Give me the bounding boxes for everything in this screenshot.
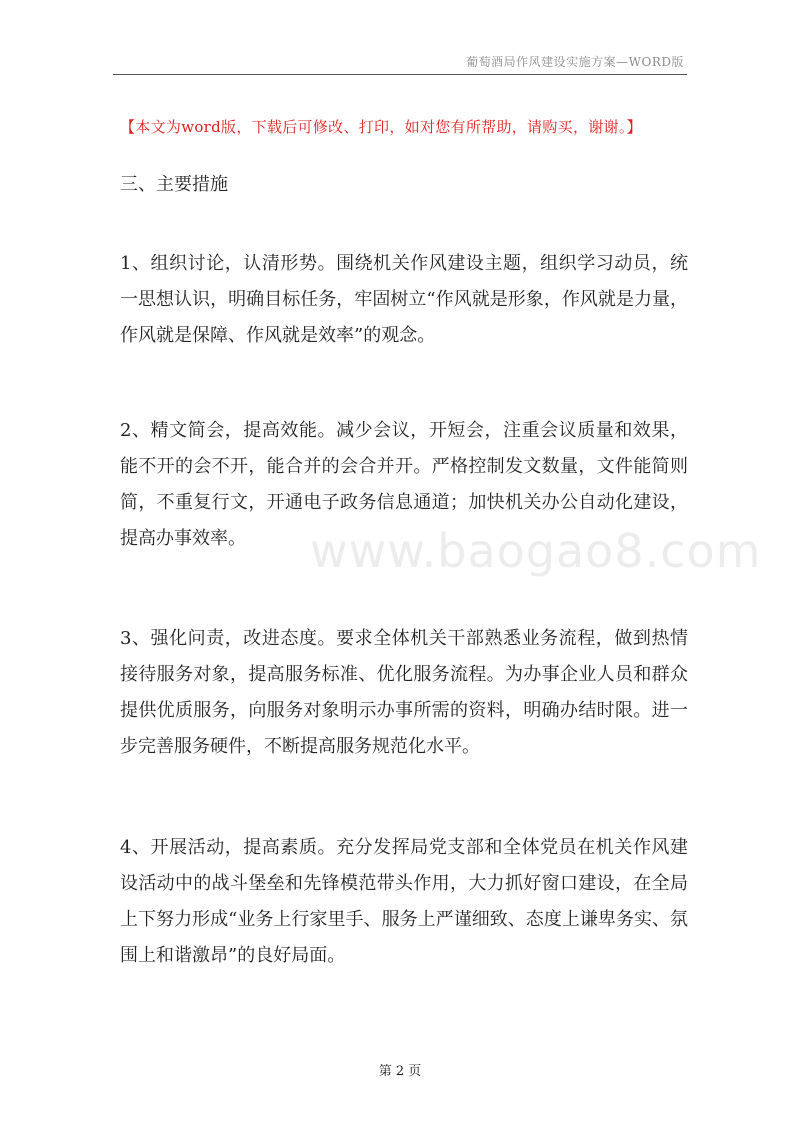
paragraph-4: 4、开展活动，提高素质。充分发挥局党支部和全体党员在机关作风建设活动中的战斗堡垒和先锋模范带头作用，大力抓好窗口建设，在全局上下努力形成“业务上行家里手、服务上严谨细致、态度上谦卑务实、氛围上和谐激昂”的良好局面。 [120, 837, 688, 966]
page-number: 第 2 页 [378, 1064, 422, 1079]
watermark-text: www.baogao8.com [310, 524, 762, 578]
paragraph-2: 2、精文简会，提高效能。减少会议，开短会，注重会议质量和效果，能不开的会不开，能合并的会合并开。严格控制发文数量，文件能简则简，不重复行文，开通电子政务信息通道；加快机关办公自动化建设，提高办事效率。 [120, 420, 688, 549]
download-notice: 【本文为word版，下载后可修改、打印，如对您有所帮助，请购买，谢谢。】 [120, 118, 642, 136]
section-heading: 三、主要措施 [120, 174, 228, 195]
paragraph-1: 1、组织讨论，认清形势。围绕机关作风建设主题，组织学习动员，统一思想认识，明确目标任务，牢固树立“作风就是形象，作风就是力量，作风就是保障、作风就是效率”的观念。 [120, 253, 688, 346]
paragraph-3: 3、强化问责，改进态度。要求全体机关干部熟悉业务流程，做到热情接待服务对象，提高服务标准、优化服务流程。为办事企业人员和群众提供优质服务，向服务对象明示办事所需的资料，明确办结时限。进一步完善服务硬件，不断提高服务规范化水平。 [120, 628, 688, 757]
header-divider [113, 74, 687, 75]
page-header-title: 葡萄酒局作风建设实施方案—WORD版 [466, 55, 684, 69]
